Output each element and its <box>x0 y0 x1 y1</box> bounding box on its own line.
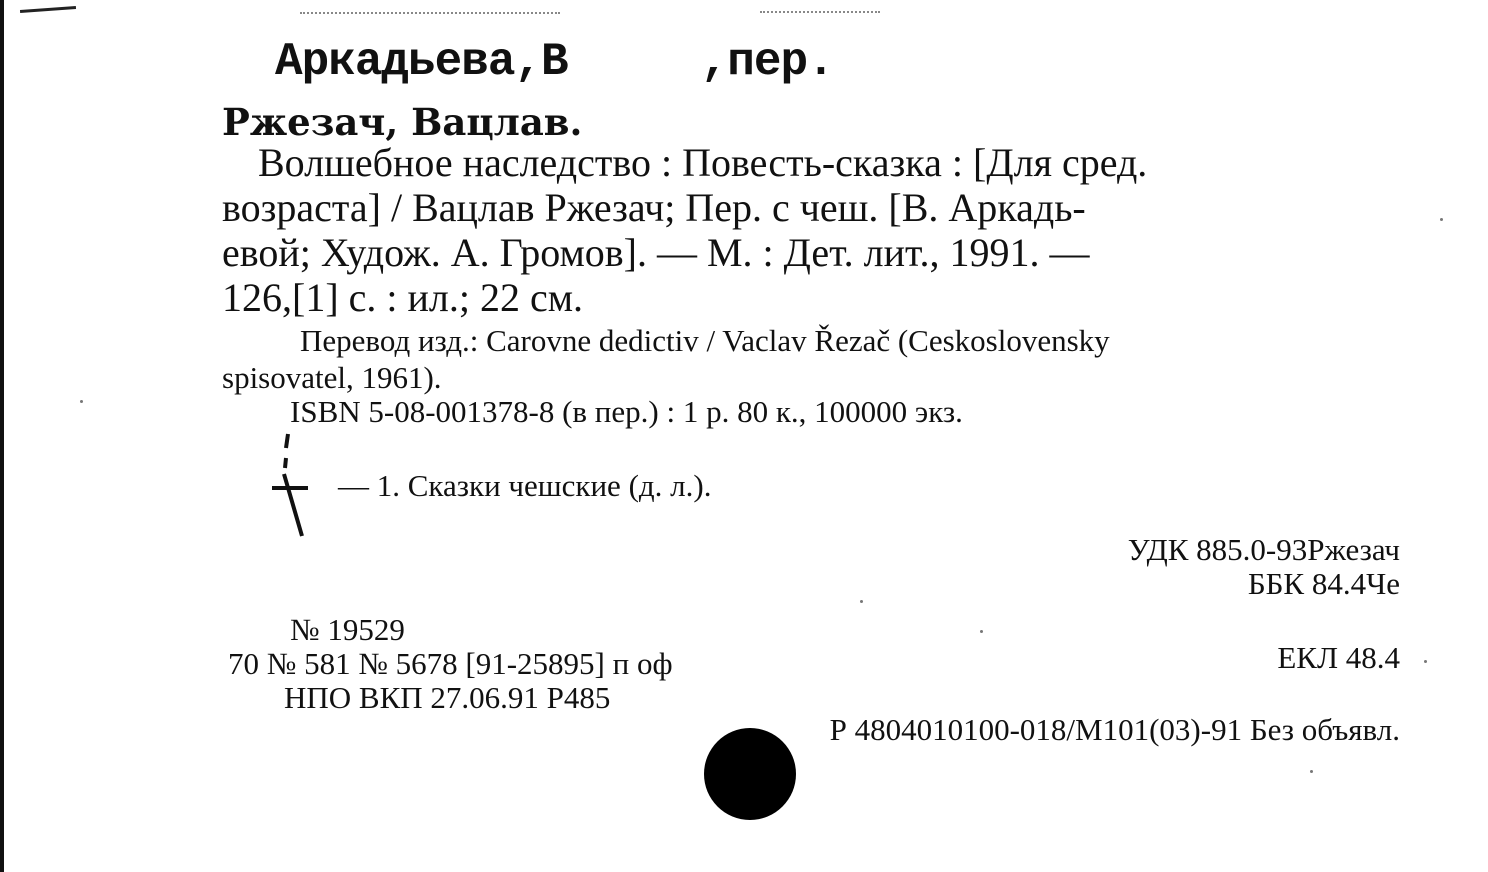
speck <box>1310 770 1313 773</box>
speck <box>980 630 983 633</box>
punch-hole <box>704 728 796 820</box>
author-heading: Ржезач, Вацлав. <box>222 100 583 144</box>
isbn-line: ISBN 5-08-001378-8 (в пер.) : 1 р. 80 к., 100000 экз. <box>290 394 963 429</box>
card-left-edge <box>0 0 4 872</box>
speck <box>1440 218 1443 221</box>
ekl-code: ЕКЛ 48.4 <box>1277 640 1400 675</box>
speck <box>1424 660 1427 663</box>
handwritten-cross-mark <box>268 428 318 548</box>
printer-codes: НПО ВКП 27.06.91 Р485 <box>284 680 611 715</box>
card-top-scratch <box>20 6 76 13</box>
description-line: Волшебное наследство : Повесть-сказка : [Для сред. <box>258 140 1148 185</box>
speck <box>860 600 863 603</box>
bbk-code: ББК 84.4Че <box>1247 566 1400 601</box>
publication-code: Р 4804010100-018/М101(03)-91 Без объявл. <box>829 712 1400 747</box>
typed-translator-heading: Аркадьева,В ,пер. <box>275 36 834 88</box>
card-top-dots-right <box>760 11 880 14</box>
card-top-dots <box>300 12 560 15</box>
bibliographic-description <box>222 140 1398 320</box>
description-line: возраста] / Вацлав Ржезач; Пер. с чеш. [В. Аркадь- <box>222 185 1086 230</box>
description-line: евой; Худож. А. Громов]. — М. : Дет. лит., 1991. — <box>222 230 1090 275</box>
translation-note <box>222 322 1398 396</box>
order-codes: 70 № 581 № 5678 [91-25895] п оф <box>228 646 673 681</box>
description-line: 126,[1] с. : ил.; 22 см. <box>222 275 584 320</box>
speck <box>80 400 83 403</box>
udk-code: УДК 885.0-93Ржезач <box>1127 532 1400 567</box>
subject-heading: — 1. Сказки чешские (д. л.). <box>338 468 712 503</box>
order-number: № 19529 <box>290 612 405 647</box>
note-line: spisovatel, 1961). <box>222 360 442 395</box>
note-line: Перевод изд.: Carovne dedictiv / Vaclav Řezač (Ceskoslovensky <box>300 323 1110 358</box>
